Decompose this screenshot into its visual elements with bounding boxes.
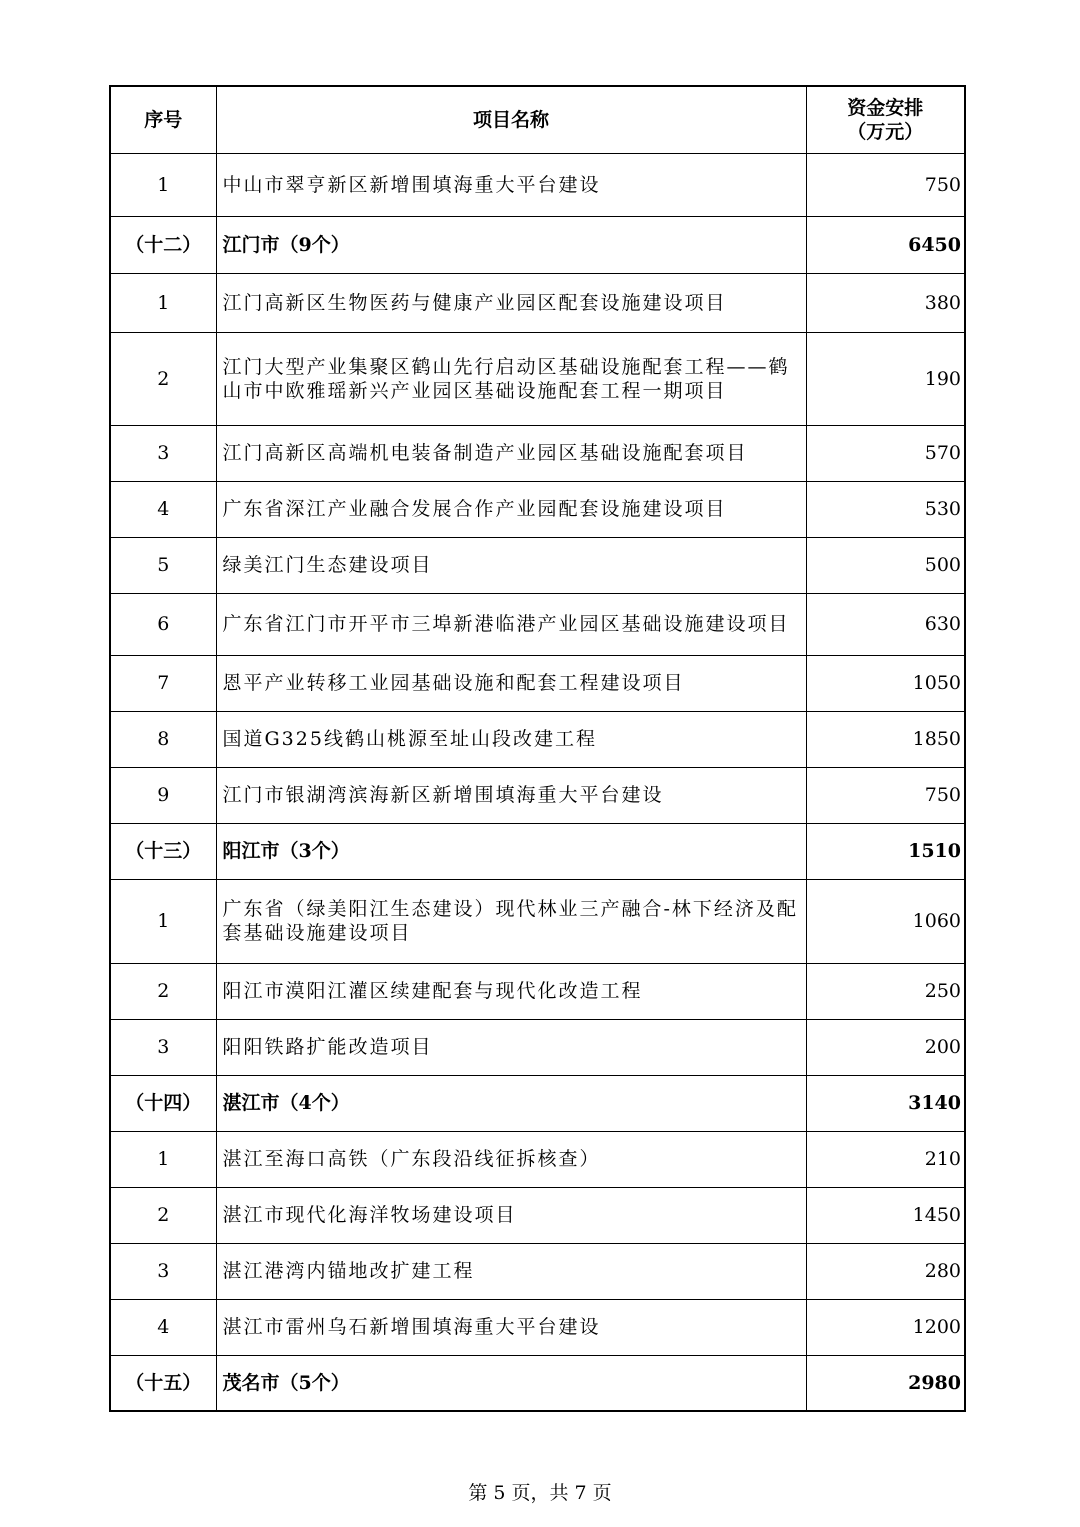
row-seq: 1 [110, 1131, 216, 1187]
row-seq: 5 [110, 537, 216, 593]
row-amount: 1200 [806, 1299, 965, 1355]
row-seq: 4 [110, 481, 216, 537]
group-seq: （十四） [110, 1075, 216, 1131]
row-amount: 1450 [806, 1187, 965, 1243]
group-name: 湛江市（4个） [216, 1075, 806, 1131]
group-name: 江门市（9个） [216, 216, 806, 273]
row-name: 阳阳铁路扩能改造项目 [216, 1019, 806, 1075]
row-amount: 500 [806, 537, 965, 593]
table-header-row [110, 86, 965, 153]
group-row [110, 1355, 965, 1411]
group-name: 阳江市（3个） [216, 823, 806, 879]
row-seq: 7 [110, 655, 216, 711]
table-row [110, 332, 965, 425]
row-seq: 9 [110, 767, 216, 823]
group-row [110, 1075, 965, 1131]
header-amount-line1: 资金安排 [847, 96, 924, 119]
row-name: 湛江市现代化海洋牧场建设项目 [216, 1187, 806, 1243]
table-row [110, 425, 965, 481]
row-amount: 200 [806, 1019, 965, 1075]
row-seq: 8 [110, 711, 216, 767]
table-row [110, 593, 965, 655]
funding-table [109, 85, 966, 1412]
row-amount: 1060 [806, 879, 965, 963]
row-name: 阳江市漠阳江灌区续建配套与现代化改造工程 [216, 963, 806, 1019]
row-name: 江门高新区高端机电装备制造产业园区基础设施配套项目 [216, 425, 806, 481]
group-amount: 6450 [806, 216, 965, 273]
group-seq: （十二） [110, 216, 216, 273]
row-name: 恩平产业转移工业园基础设施和配套工程建设项目 [216, 655, 806, 711]
row-name: 江门大型产业集聚区鹤山先行启动区基础设施配套工程——鹤山市中欧雅瑶新兴产业园区基础设施配套工程一期项目 [216, 332, 806, 425]
row-seq: 1 [110, 879, 216, 963]
header-amount [806, 86, 965, 153]
table-row [110, 273, 965, 332]
row-name: 广东省江门市开平市三埠新港临港产业园区基础设施建设项目 [216, 593, 806, 655]
table-row [110, 1019, 965, 1075]
row-name: 中山市翠亨新区新增围填海重大平台建设 [216, 153, 806, 216]
row-seq: 1 [110, 273, 216, 332]
row-name: 江门市银湖湾滨海新区新增围填海重大平台建设 [216, 767, 806, 823]
group-amount: 1510 [806, 823, 965, 879]
group-seq: （十三） [110, 823, 216, 879]
header-seq: 序号 [110, 86, 216, 153]
group-row [110, 823, 965, 879]
row-amount: 190 [806, 332, 965, 425]
group-amount: 2980 [806, 1355, 965, 1411]
row-amount: 530 [806, 481, 965, 537]
row-name: 国道G325线鹤山桃源至址山段改建工程 [216, 711, 806, 767]
row-name: 广东省深江产业融合发展合作产业园配套设施建设项目 [216, 481, 806, 537]
table-row [110, 1187, 965, 1243]
row-seq: 3 [110, 425, 216, 481]
table-row [110, 1243, 965, 1299]
row-seq: 2 [110, 1187, 216, 1243]
row-seq: 4 [110, 1299, 216, 1355]
row-name: 广东省（绿美阳江生态建设）现代林业三产融合-林下经济及配套基础设施建设项目 [216, 879, 806, 963]
page-footer: 第 5 页，共 7 页 [468, 1482, 612, 1504]
row-amount: 750 [806, 153, 965, 216]
row-amount: 630 [806, 593, 965, 655]
table-row [110, 537, 965, 593]
row-amount: 1050 [806, 655, 965, 711]
row-seq: 2 [110, 332, 216, 425]
row-name: 绿美江门生态建设项目 [216, 537, 806, 593]
table-row [110, 767, 965, 823]
row-amount: 380 [806, 273, 965, 332]
header-amount-line2: （万元） [847, 120, 924, 143]
row-amount: 750 [806, 767, 965, 823]
row-seq: 3 [110, 1243, 216, 1299]
table-row [110, 879, 965, 963]
row-seq: 2 [110, 963, 216, 1019]
group-seq: （十五） [110, 1355, 216, 1411]
header-name: 项目名称 [216, 86, 806, 153]
table-row [110, 153, 965, 216]
group-name: 茂名市（5个） [216, 1355, 806, 1411]
group-row [110, 216, 965, 273]
row-name: 湛江至海口高铁（广东段沿线征拆核查） [216, 1131, 806, 1187]
row-amount: 1850 [806, 711, 965, 767]
row-name: 湛江市雷州乌石新增围填海重大平台建设 [216, 1299, 806, 1355]
group-amount: 3140 [806, 1075, 965, 1131]
table-row [110, 481, 965, 537]
row-seq: 3 [110, 1019, 216, 1075]
row-name: 江门高新区生物医药与健康产业园区配套设施建设项目 [216, 273, 806, 332]
row-amount: 280 [806, 1243, 965, 1299]
table-row [110, 711, 965, 767]
table-row [110, 1131, 965, 1187]
table-row [110, 655, 965, 711]
row-amount: 210 [806, 1131, 965, 1187]
row-amount: 250 [806, 963, 965, 1019]
row-name: 湛江港湾内锚地改扩建工程 [216, 1243, 806, 1299]
table-row [110, 1299, 965, 1355]
row-seq: 1 [110, 153, 216, 216]
row-amount: 570 [806, 425, 965, 481]
table-row [110, 963, 965, 1019]
row-seq: 6 [110, 593, 216, 655]
